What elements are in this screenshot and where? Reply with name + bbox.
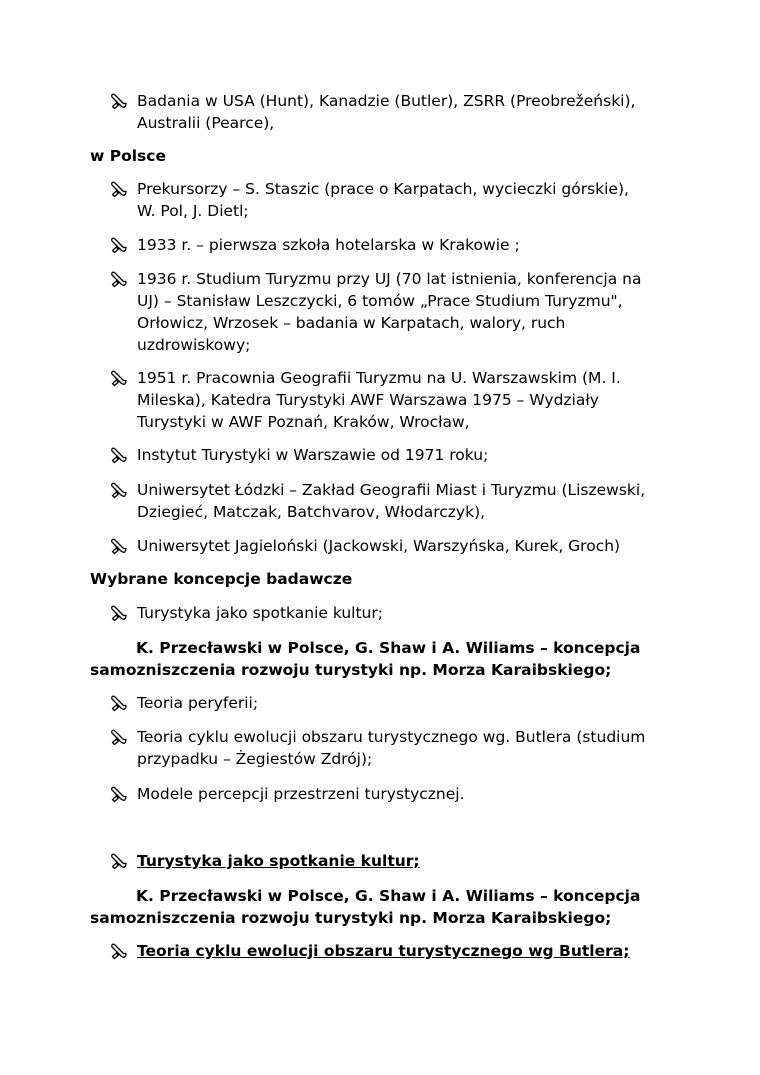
list-item-text: 1936 r. Studium Turyzmu przy UJ (70 lat istnienia, konferencja na UJ) – Stanisław Leszczycki, 6 tomów „Prace Studium Turyzmu", Orłowicz, Wrzosek – badania w Karpatach, walory, ruch uzdrowiskowy; <box>137 270 642 354</box>
bold-paragraph <box>90 885 650 929</box>
list-item-text: Teoria cyklu ewolucji obszaru turystycznego wg. Butlera (studium przypadku – Żegiestów Zdrój); <box>137 728 646 768</box>
list-item-text: Turystyka jako spotkanie kultur; <box>137 852 420 870</box>
pointing-hand-bullet-icon <box>110 943 128 961</box>
list-item-text: Teoria peryferii; <box>137 694 259 712</box>
pointing-hand-bullet-icon <box>110 695 128 713</box>
pointing-hand-bullet-icon <box>110 605 128 623</box>
pointing-hand-bullet-icon <box>110 271 128 289</box>
list-item-text: Turystyka jako spotkanie kultur; <box>137 604 383 622</box>
list-item <box>110 479 650 523</box>
paragraph-line: samozniszczenia rozwoju turystyki np. Morza Karaibskiego; <box>90 661 612 679</box>
paragraph-line: K. Przecławski w Polsce, G. Shaw i A. Wiliams – koncepcja <box>136 887 641 905</box>
list-item-text: 1933 r. – pierwsza szkoła hotelarska w Krakowie ; <box>137 236 520 254</box>
list-item <box>110 268 650 356</box>
section-heading-concepts: Wybrane koncepcje badawcze <box>90 570 353 588</box>
paragraph-line: samozniszczenia rozwoju turystyki np. Morza Karaibskiego; <box>90 909 612 927</box>
pointing-hand-bullet-icon <box>110 538 128 556</box>
list-item-text: Instytut Turystyki w Warszawie od 1971 roku; <box>137 446 489 464</box>
bold-paragraph <box>90 637 650 681</box>
list-item-text: Uniwersytet Łódzki – Zakład Geografii Miast i Turyzmu (Liszewski, Dziegieć, Matczak, Batchvarov, Włodarczyk), <box>137 481 646 521</box>
section-heading-poland: w Polsce <box>90 147 166 165</box>
pointing-hand-bullet-icon <box>110 370 128 388</box>
pointing-hand-bullet-icon <box>110 93 128 111</box>
list-item <box>110 940 650 962</box>
pointing-hand-bullet-icon <box>110 482 128 500</box>
pointing-hand-bullet-icon <box>110 237 128 255</box>
list-item-text: Uniwersytet Jagieloński (Jackowski, Warszyńska, Kurek, Groch) <box>137 537 621 555</box>
pointing-hand-bullet-icon <box>110 853 128 871</box>
list-item-text: 1951 r. Pracownia Geografii Turyzmu na U. Warszawskim (M. I. Mileska), Katedra Turystyki AWF Warszawa 1975 – Wydziały Turystyki w AWF Poznań, Kraków, Wrocław, <box>137 369 621 431</box>
pointing-hand-bullet-icon <box>110 181 128 199</box>
list-item <box>110 783 650 805</box>
list-item <box>110 444 650 466</box>
paragraph-line: K. Przecławski w Polsce, G. Shaw i A. Wiliams – koncepcja <box>136 639 641 657</box>
list-item <box>110 535 650 557</box>
list-item <box>110 850 650 872</box>
list-item <box>110 692 650 714</box>
list-item <box>110 367 650 433</box>
list-item <box>110 726 650 770</box>
list-item <box>110 234 650 256</box>
pointing-hand-bullet-icon <box>110 447 128 465</box>
list-item-text: Teoria cyklu ewolucji obszaru turystycznego wg Butlera; <box>137 942 630 960</box>
list-item-text: Prekursorzy – S. Staszic (prace o Karpatach, wycieczki górskie), W. Pol, J. Dietl; <box>137 180 629 220</box>
list-item <box>110 90 650 134</box>
list-item-text: Modele percepcji przestrzeni turystycznej. <box>137 785 465 803</box>
list-item <box>110 602 650 624</box>
pointing-hand-bullet-icon <box>110 729 128 747</box>
list-item <box>110 178 650 222</box>
pointing-hand-bullet-icon <box>110 786 128 804</box>
list-item-text: Badania w USA (Hunt), Kanadzie (Butler), ZSRR (Preobrežeński), Australii (Pearce), <box>137 92 636 132</box>
